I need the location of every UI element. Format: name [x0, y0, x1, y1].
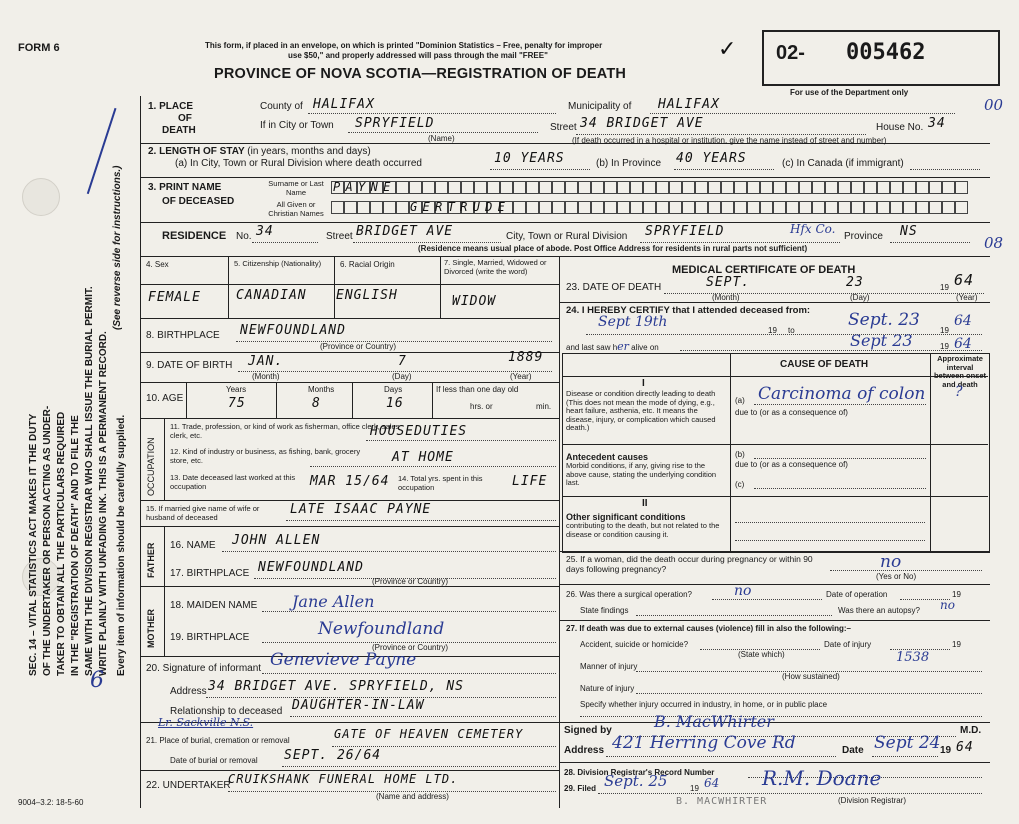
md-year: 64: [956, 740, 974, 755]
side-instruction: TAKER TO OBTAIN ALL THE PARTICULARS REQUIRED: [56, 411, 67, 676]
yr19: 19: [952, 640, 961, 649]
spouse-label: 15. If married give name of wife or husband of deceased: [146, 504, 260, 522]
death-month: SEPT.: [706, 275, 751, 290]
section-3-label: 3. PRINT NAME OF DECEASED: [148, 182, 235, 207]
cause-i: I: [642, 378, 645, 389]
father-name-label: 16. NAME: [170, 540, 216, 551]
house-value: 34: [928, 116, 946, 131]
informant-label: 20. Signature of informant: [146, 663, 262, 674]
county-value: HALIFAX: [313, 97, 375, 112]
yr19: 19: [952, 590, 961, 599]
days-hint: Days: [384, 385, 403, 394]
municipality-value: HALIFAX: [658, 97, 720, 112]
name-hint: (Name): [428, 134, 455, 143]
res-city-value: SPRYFIELD: [645, 224, 725, 239]
md-address-label: Address: [564, 745, 605, 756]
racial-value: ENGLISH: [336, 288, 398, 303]
birthplace-value: NEWFOUNDLAND: [240, 323, 346, 338]
street-value: 34 BRIDGET AVE: [580, 116, 704, 131]
year-hint: (Year): [510, 372, 532, 381]
envelope-note: use $50," and properly addressed will pass through the mail "FREE": [288, 51, 548, 60]
burial-date-value: SEPT. 26/64: [284, 748, 382, 763]
municipality-label: Municipality of: [568, 101, 632, 112]
md-date-value: Sept 24: [874, 733, 941, 753]
yr19: 19: [690, 784, 699, 793]
relationship-value: DAUGHTER-IN-LAW: [292, 698, 425, 713]
trade-value: HOUSEDUTIES: [370, 424, 468, 439]
side-mark: 6: [90, 668, 104, 693]
pregnancy-label: 25. If a woman, did the death occur during pregnancy or within 90 days following pregnancy?: [566, 554, 813, 574]
sex-value: FEMALE: [148, 290, 201, 305]
dept-use: For use of the Department only: [790, 88, 909, 97]
antecedent-label: Antecedent causes: [566, 452, 649, 462]
code-1538: 1538: [896, 650, 930, 665]
city-value: SPRYFIELD: [355, 116, 435, 131]
margin-code: 00: [984, 96, 1004, 114]
day-hint: (Day): [392, 372, 412, 381]
dob-month: JAN.: [248, 354, 284, 369]
marital-label: 7. Single, Married, Widowed or Divorced (write the word): [444, 258, 547, 276]
industry-value: AT HOME: [392, 450, 454, 465]
burial-place-value: GATE OF HEAVEN CEMETERY: [334, 727, 524, 741]
other-sig-text: contributing to the death, but not related to the disease or condition causing it.: [566, 521, 720, 539]
months-hint: Months: [308, 385, 335, 394]
surgical-value: no: [734, 583, 752, 599]
disease-label: Disease or condition directly leading to death (This does not mean the mode of dying, e.g., heart failure, asthenia, etc. It means the disease, injury, or complication which caused death.): [566, 389, 716, 432]
section-2-label: 2. LENGTH OF STAY (in years, months and days): [148, 146, 371, 157]
footer-code: 9004–3.2: 18-5-60: [18, 798, 84, 807]
birthplace-hint: (Province or Country): [320, 342, 397, 351]
informant-address-value: 34 BRIDGET AVE. SPRYFIELD, NS: [208, 679, 464, 694]
age-label: 10. AGE: [146, 393, 184, 404]
citizenship-label: 5. Citizenship (Nationality): [234, 259, 322, 268]
stay-province-label: (b) In Province: [596, 158, 662, 169]
cause-a-value: Carcinoma of colon: [758, 384, 926, 404]
dob-label: 9. DATE OF BIRTH: [146, 360, 233, 371]
dob-day: 7: [398, 354, 407, 369]
medical-certificate-title: MEDICAL CERTIFICATE OF DEATH: [672, 264, 856, 276]
cause-title: CAUSE OF DEATH: [780, 359, 869, 370]
surname-label: Surname or Last Name: [268, 179, 324, 197]
yes-no-hint: (Yes or No): [876, 572, 917, 581]
industry-label: 12. Kind of industry or business, as fishing, bank, grocery store, etc.: [170, 447, 361, 465]
side-instruction: SAME WITH THE DIVISION REGISTRAR WHO SHALL ISSUE THE BURIAL PERMIT.: [84, 286, 95, 676]
total-yrs-value: LIFE: [512, 474, 548, 489]
res-street-label: Street: [326, 231, 353, 242]
month-hint: (Month): [252, 372, 280, 381]
trade-label: 11. Trade, profession, or kind of work as fisherman, office clerk, sales clerk, etc.: [170, 422, 400, 440]
date-op-label: Date of operation: [826, 590, 888, 599]
father-label: FATHER: [146, 542, 156, 578]
mother-maiden-label: 18. MAIDEN NAME: [170, 600, 258, 611]
less-day-hint: If less than one day old: [436, 385, 519, 394]
given-value: GERTRUDE: [410, 200, 511, 214]
surname-boxes: [331, 181, 968, 194]
stamp-name: B. MACWHIRTER: [676, 796, 768, 807]
death-day: 23: [846, 275, 864, 290]
min-hint: min.: [536, 402, 552, 411]
informant-address-label: Address: [170, 686, 207, 697]
age-months: 8: [312, 396, 321, 411]
death-year: 64: [954, 271, 975, 289]
state-findings-label: State findings: [580, 606, 629, 615]
informant-value: Genevieve Payne: [270, 650, 417, 670]
nature-label: Nature of injury: [580, 684, 635, 693]
res-no-value: 34: [256, 224, 274, 239]
surgical-label: 26. Was there a surgical operation?: [566, 590, 692, 599]
cause-b-letter: (b): [735, 450, 745, 459]
city-label: If in City or Town: [260, 120, 334, 131]
punch-hole: [22, 178, 60, 216]
attended-to: Sept. 23: [848, 310, 920, 330]
dob-year: 1889: [508, 350, 544, 365]
relationship-label: Relationship to deceased: [170, 706, 283, 717]
mother-maiden-value: Jane Allen: [292, 592, 375, 611]
autopsy-value: no: [940, 598, 955, 612]
side-instruction: IN THE "REGISTRATION OF DEATH" AND TO FILE THE: [70, 415, 81, 676]
mother-label: MOTHER: [146, 609, 156, 648]
cause-c-letter: (c): [735, 480, 745, 489]
residence-note: (Residence means usual place of abode. Post Office Address for residents in rural parts not sufficient): [418, 244, 808, 253]
form-number: FORM 6: [18, 42, 60, 54]
father-birthplace-value: NEWFOUNDLAND: [258, 560, 364, 575]
side-instruction: (See reverse side for instructions.): [112, 165, 123, 330]
signed-by-label: Signed by: [564, 725, 612, 736]
hrs-hint: hrs. or: [470, 402, 493, 411]
years-hint: Years: [226, 385, 247, 394]
age-years: 75: [228, 396, 246, 411]
death-month-hint: (Month): [712, 293, 740, 302]
check-mark: ✓: [718, 36, 737, 61]
form-title: PROVINCE OF NOVA SCOTIA—REGISTRATION OF DEATH: [214, 66, 627, 82]
specify-label: Specify whether injury occurred in industry, in home, or in public place: [580, 700, 828, 709]
side-instruction: WRITE PLAINLY WITH UNFADING INK. THIS IS A PERMANENT RECORD.: [98, 331, 109, 676]
marital-value: WIDOW: [452, 294, 497, 309]
external-causes-label: 27. If death was due to external causes (violence) fill in also the following:–: [566, 624, 851, 633]
antecedent-text: Morbid conditions, if any, giving rise to the above cause, stating the underlying condition last.: [566, 461, 717, 487]
date-injury-label: Date of injury: [824, 640, 872, 649]
pregnancy-value: no: [880, 552, 902, 572]
citizenship-value: CANADIAN: [236, 288, 307, 303]
spouse-value: LATE ISAAC PAYNE: [290, 502, 432, 517]
res-no-label: No.: [236, 231, 252, 242]
stay-canada-label: (c) In Canada (if immigrant): [782, 158, 904, 169]
side-instruction: OF THE UNDERTAKER OR PERSON ACTING AS UNDER-: [42, 405, 53, 676]
date-of-death-label: 23. DATE OF DEATH: [566, 282, 662, 293]
state-which-hint: (State which): [738, 650, 785, 659]
street-label: Street: [550, 122, 577, 133]
burial-date-label: Date of burial or removal: [170, 756, 258, 765]
attended-year: 64: [954, 313, 972, 329]
other-sig-label: Other significant conditions: [566, 512, 686, 522]
stay-city-label: (a) In City, Town or Rural Division where death occurred: [175, 158, 422, 169]
margin-code: 08: [984, 234, 1004, 252]
stay-city-value: 10 YEARS: [494, 151, 565, 166]
res-extra: Hfx Co.: [790, 222, 836, 236]
due-to-label: due to (or as a consequence of): [735, 460, 848, 469]
hospital-note: (If death occurred in a hospital or institution, give the name instead of street and number): [572, 136, 887, 145]
father-birthplace-label: 17. BIRTHPLACE: [170, 568, 250, 579]
occupation-label: OCCUPATION: [146, 437, 156, 496]
undertaker-hint: (Name and address): [376, 792, 449, 801]
registrar-signature: R.M. Doane: [762, 766, 882, 790]
birthplace-label: 8. BIRTHPLACE: [146, 330, 220, 341]
md-address-value: 421 Herring Cove Rd: [612, 733, 796, 753]
division-registrar-hint: (Division Registrar): [838, 796, 907, 805]
death-year-hint: (Year): [956, 293, 978, 302]
father-name-value: JOHN ALLEN: [232, 533, 321, 548]
surname-value: PAYNE: [333, 180, 396, 194]
racial-label: 6. Racial Origin: [340, 260, 395, 269]
cause-a-letter: (a): [735, 396, 745, 405]
autopsy-label: Was there an autopsy?: [838, 606, 920, 615]
house-label: House No.: [876, 122, 924, 133]
registration-prefix: 02-: [776, 42, 805, 64]
residence-label: RESIDENCE: [162, 230, 227, 242]
last-saw-year: 64: [954, 336, 972, 352]
last-saw-value: Sept 23: [850, 331, 913, 350]
filed-year: 64: [704, 776, 720, 790]
attended-from: Sept 19th: [598, 314, 668, 330]
last-saw-label: and last saw her alive on: [566, 340, 659, 353]
interval-label: Approximate interval between onset and death: [933, 354, 987, 389]
yr19: 19: [940, 283, 949, 292]
envelope-note: This form, if placed in an envelope, on which is printed "Dominion Statistics – Free, penalty for improper: [205, 41, 603, 50]
sex-label: 4. Sex: [146, 260, 169, 269]
given-label: All Given or Christian Names: [268, 200, 324, 218]
md-label: M.D.: [960, 725, 982, 736]
county-label: County of: [260, 101, 303, 112]
undertaker-value: CRUIKSHANK FUNERAL HOME LTD.: [228, 772, 459, 786]
undertaker-label: 22. UNDERTAKER: [146, 780, 231, 791]
res-street-value: BRIDGET AVE: [356, 224, 454, 239]
death-day-hint: (Day): [850, 293, 870, 302]
md-date-label: Date: [842, 745, 864, 756]
res-province-label: Province: [844, 231, 883, 242]
registration-number-box: [762, 30, 1000, 86]
yr19: 19: [940, 745, 952, 756]
yr19: 19: [940, 326, 949, 335]
last-worked-label: 13. Date deceased last worked at this occupation: [170, 473, 296, 491]
last-worked-value: MAR 15/64: [310, 474, 390, 489]
burial-note: Lr. Sackville N.S.: [158, 716, 254, 729]
how-sustained-hint: (How sustained): [782, 672, 840, 681]
res-city-label: City, Town or Rural Division: [506, 231, 628, 242]
signed-by-value: B. MacWhirter: [654, 712, 774, 731]
filed-label: 29. Filed: [564, 784, 597, 793]
mother-birthplace-label: 19. BIRTHPLACE: [170, 632, 250, 643]
due-to-label: due to (or as a consequence of): [735, 408, 848, 417]
record-number-label: 28. Division Registrar's Record Number: [564, 768, 715, 777]
attended-label: 24. I HEREBY CERTIFY that I attended deceased from:: [566, 305, 811, 316]
manner-label: Manner of injury: [580, 662, 638, 671]
interval-a-value: ?: [955, 384, 963, 400]
father-birthplace-hint: (Province or Country): [372, 577, 449, 586]
filed-date: Sept. 25: [604, 772, 668, 790]
mother-birthplace-hint: (Province or Country): [372, 643, 449, 652]
res-province-value: NS: [900, 224, 918, 239]
side-instruction: SEC. 14 – VITAL STATISTICS ACT MAKES IT THE DUTY: [28, 413, 39, 676]
mother-birthplace-value: Newfoundland: [318, 619, 445, 639]
accident-label: Accident, suicide or homicide?: [580, 640, 689, 649]
side-instruction: Every item of information should be carefully supplied.: [116, 414, 127, 676]
ink-stroke: [87, 108, 141, 202]
age-days: 16: [386, 396, 404, 411]
burial-place-label: 21. Place of burial, cremation or removal: [146, 736, 290, 745]
registration-number: 005462: [846, 40, 926, 65]
yr19: 19: [768, 326, 777, 335]
stay-province-value: 40 YEARS: [676, 151, 747, 166]
total-yrs-label: 14. Total yrs. spent in this occupation: [398, 474, 483, 492]
to-label: to: [788, 326, 795, 335]
yr19: 19: [940, 342, 949, 351]
section-1-label: 1. PLACE OF DEATH: [148, 101, 196, 136]
cause-ii: II: [642, 498, 648, 509]
